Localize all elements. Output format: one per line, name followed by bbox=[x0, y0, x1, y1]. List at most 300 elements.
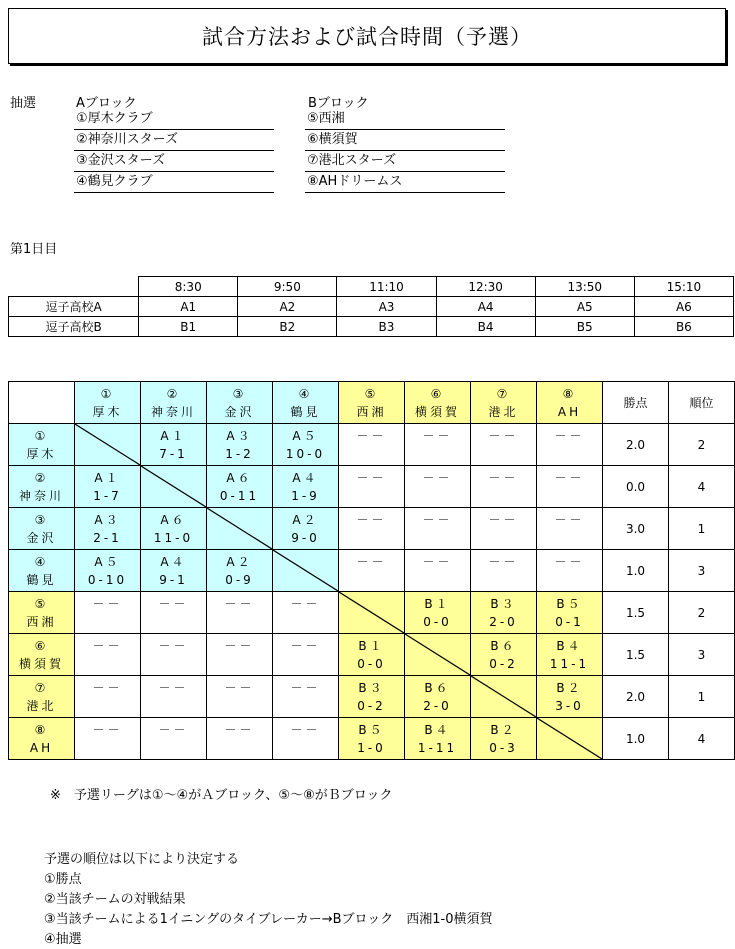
match-cell bbox=[405, 508, 471, 550]
game-score bbox=[405, 445, 470, 463]
team-name: 鶴見 bbox=[26, 572, 57, 587]
self-match-cell bbox=[207, 508, 273, 550]
game-score: 1-0 bbox=[357, 740, 386, 755]
match-cell bbox=[537, 466, 603, 508]
game-cell: B5 bbox=[535, 317, 634, 337]
team-header bbox=[141, 382, 207, 424]
row-team-header bbox=[9, 466, 75, 508]
team-number: ⑤ bbox=[34, 596, 49, 611]
team-number: ① bbox=[100, 386, 115, 401]
game-id: A４ bbox=[292, 470, 319, 485]
game-id: －－ bbox=[356, 470, 387, 485]
team-number: ⑥ bbox=[430, 386, 445, 401]
team-header bbox=[339, 382, 405, 424]
match-cell bbox=[141, 718, 207, 760]
game-id: A５ bbox=[94, 554, 121, 569]
results-row bbox=[9, 508, 735, 550]
rank-cell: 3 bbox=[669, 634, 735, 676]
team-header bbox=[273, 382, 339, 424]
title-box bbox=[8, 8, 726, 64]
team-number: ① bbox=[34, 428, 49, 443]
match-cell bbox=[471, 592, 537, 634]
game-id: －－ bbox=[422, 512, 453, 527]
game-id: －－ bbox=[554, 512, 585, 527]
time-cell: 12:30 bbox=[436, 277, 535, 297]
team-number: ② bbox=[166, 386, 181, 401]
game-score: 0-11 bbox=[219, 488, 260, 503]
match-cell bbox=[405, 676, 471, 718]
block-b-team: ⑥横須賀 bbox=[305, 130, 505, 151]
team-header bbox=[405, 382, 471, 424]
self-match-cell bbox=[273, 550, 339, 592]
game-score bbox=[339, 571, 404, 589]
team-header bbox=[207, 382, 273, 424]
game-cell: B6 bbox=[634, 317, 733, 337]
row-team-header bbox=[9, 424, 75, 466]
game-score: 9-1 bbox=[159, 572, 188, 587]
results-row bbox=[9, 634, 735, 676]
game-id: －－ bbox=[224, 680, 255, 695]
game-id: A５ bbox=[292, 428, 319, 443]
game-score bbox=[141, 739, 206, 757]
results-row bbox=[9, 550, 735, 592]
match-cell bbox=[537, 508, 603, 550]
row-team-header bbox=[9, 634, 75, 676]
lottery-label: 抽選 bbox=[10, 96, 37, 111]
game-id: A６ bbox=[160, 512, 187, 527]
game-score bbox=[75, 739, 140, 757]
game-id: －－ bbox=[554, 428, 585, 443]
game-cell: A5 bbox=[535, 297, 634, 317]
rank-cell: 1 bbox=[669, 508, 735, 550]
game-id: A３ bbox=[94, 512, 121, 527]
game-id: －－ bbox=[224, 722, 255, 737]
game-id: B６ bbox=[490, 638, 517, 653]
self-match-cell bbox=[471, 676, 537, 718]
game-id: －－ bbox=[224, 638, 255, 653]
block-a-team: ③金沢スターズ bbox=[74, 151, 274, 172]
row-team-header bbox=[9, 508, 75, 550]
match-cell bbox=[471, 718, 537, 760]
game-score bbox=[537, 571, 602, 589]
game-id: －－ bbox=[356, 512, 387, 527]
match-cell bbox=[141, 508, 207, 550]
match-cell bbox=[207, 676, 273, 718]
game-score: 0-3 bbox=[489, 740, 518, 755]
page-title: 試合方法および試合時間（予選） bbox=[202, 25, 532, 49]
match-cell bbox=[405, 550, 471, 592]
results-body bbox=[9, 382, 735, 760]
team-name: 神奈川 bbox=[150, 404, 196, 419]
match-cell bbox=[141, 592, 207, 634]
game-id: B３ bbox=[358, 680, 385, 695]
time-cell: 9:50 bbox=[238, 277, 337, 297]
game-id: －－ bbox=[158, 680, 189, 695]
time-cell: 15:10 bbox=[634, 277, 733, 297]
match-cell bbox=[141, 424, 207, 466]
block-a-label: Aブロック bbox=[76, 96, 137, 111]
game-score: 7-1 bbox=[159, 446, 188, 461]
match-cell bbox=[339, 550, 405, 592]
match-cell bbox=[405, 466, 471, 508]
self-match-cell bbox=[75, 424, 141, 466]
rank-cell: 2 bbox=[669, 424, 735, 466]
game-id: －－ bbox=[158, 638, 189, 653]
points-cell: 3.0 bbox=[603, 508, 669, 550]
match-cell bbox=[339, 634, 405, 676]
match-cell bbox=[75, 718, 141, 760]
match-cell bbox=[537, 634, 603, 676]
game-score bbox=[405, 487, 470, 505]
match-cell bbox=[207, 634, 273, 676]
game-score bbox=[471, 487, 536, 505]
game-cell: A3 bbox=[337, 297, 436, 317]
game-score: 0-0 bbox=[423, 614, 452, 629]
rank-header: 順位 bbox=[669, 382, 735, 424]
game-id: B１ bbox=[358, 638, 385, 653]
diagonal-line bbox=[339, 592, 404, 633]
game-score: 0-9 bbox=[225, 572, 254, 587]
schedule-corner bbox=[9, 277, 139, 297]
game-id: B３ bbox=[490, 596, 517, 611]
game-score bbox=[75, 655, 140, 673]
game-id: B４ bbox=[556, 638, 583, 653]
match-cell bbox=[207, 550, 273, 592]
results-header-row bbox=[9, 382, 735, 424]
team-number: ⑧ bbox=[34, 722, 49, 737]
game-id: B２ bbox=[556, 680, 583, 695]
game-id: A６ bbox=[226, 470, 253, 485]
row-team-header bbox=[9, 676, 75, 718]
team-number: ⑤ bbox=[364, 386, 379, 401]
team-number: ② bbox=[34, 470, 49, 485]
results-row bbox=[9, 424, 735, 466]
match-cell bbox=[141, 550, 207, 592]
match-cell bbox=[75, 508, 141, 550]
points-cell: 1.0 bbox=[603, 718, 669, 760]
game-id: －－ bbox=[422, 554, 453, 569]
points-cell: 0.0 bbox=[603, 466, 669, 508]
game-id: －－ bbox=[158, 596, 189, 611]
match-cell bbox=[273, 508, 339, 550]
block-a-team: ②神奈川スターズ bbox=[74, 130, 274, 151]
game-id: －－ bbox=[554, 470, 585, 485]
results-row bbox=[9, 466, 735, 508]
team-name: 金沢 bbox=[26, 530, 57, 545]
day-label: 第1日目 bbox=[10, 242, 58, 257]
schedule-time-row bbox=[9, 277, 734, 297]
game-id: －－ bbox=[422, 428, 453, 443]
team-name: 横須賀 bbox=[414, 404, 460, 419]
game-score: 1-7 bbox=[93, 488, 122, 503]
team-number: ⑦ bbox=[34, 680, 49, 695]
match-cell bbox=[141, 634, 207, 676]
team-name: AH bbox=[29, 740, 54, 755]
self-match-cell bbox=[141, 466, 207, 508]
game-score bbox=[141, 613, 206, 631]
game-score bbox=[537, 529, 602, 547]
game-score: 10-0 bbox=[285, 446, 326, 461]
game-id: A３ bbox=[226, 428, 253, 443]
time-cell: 13:50 bbox=[535, 277, 634, 297]
match-cell bbox=[471, 634, 537, 676]
points-cell: 2.0 bbox=[603, 424, 669, 466]
ranking-item: ③当該チームによる1イニングのタイブレーカー→Bブロック 西湘1-0横須賀 bbox=[44, 912, 493, 927]
match-cell bbox=[537, 550, 603, 592]
game-id: －－ bbox=[158, 722, 189, 737]
game-cell: B3 bbox=[337, 317, 436, 337]
game-score: 3-0 bbox=[555, 698, 584, 713]
game-cell: B4 bbox=[436, 317, 535, 337]
team-header bbox=[471, 382, 537, 424]
game-id: A２ bbox=[226, 554, 253, 569]
match-cell bbox=[405, 718, 471, 760]
game-score bbox=[207, 697, 272, 715]
schedule-row bbox=[9, 317, 734, 337]
rank-cell: 4 bbox=[669, 718, 735, 760]
match-cell bbox=[339, 424, 405, 466]
game-score bbox=[207, 655, 272, 673]
game-score: 11-0 bbox=[153, 530, 194, 545]
points-cell: 1.5 bbox=[603, 592, 669, 634]
game-id: －－ bbox=[92, 596, 123, 611]
row-team-header bbox=[9, 592, 75, 634]
game-score: 0-2 bbox=[357, 698, 386, 713]
venue-cell: 逗子高校A bbox=[9, 297, 139, 317]
game-score bbox=[141, 697, 206, 715]
venue-cell: 逗子高校B bbox=[9, 317, 139, 337]
time-cell: 11:10 bbox=[337, 277, 436, 297]
game-score bbox=[471, 571, 536, 589]
points-cell: 1.5 bbox=[603, 634, 669, 676]
game-score: 1-11 bbox=[417, 740, 458, 755]
match-cell bbox=[273, 676, 339, 718]
block-a-team: ④鶴見クラブ bbox=[74, 172, 274, 193]
block-b-team: ⑧AHドリームス bbox=[305, 172, 505, 193]
match-cell bbox=[339, 676, 405, 718]
match-cell bbox=[273, 424, 339, 466]
game-score bbox=[339, 445, 404, 463]
diagonal-line bbox=[537, 718, 602, 759]
game-score bbox=[207, 739, 272, 757]
rank-cell: 4 bbox=[669, 466, 735, 508]
game-id: －－ bbox=[92, 638, 123, 653]
game-score bbox=[405, 529, 470, 547]
results-corner bbox=[9, 382, 75, 424]
match-cell bbox=[75, 634, 141, 676]
game-id: B４ bbox=[424, 722, 451, 737]
game-score bbox=[273, 613, 338, 631]
match-cell bbox=[273, 634, 339, 676]
block-a-team: ①厚木クラブ bbox=[74, 109, 274, 130]
game-score: 1-9 bbox=[291, 488, 320, 503]
game-cell: A6 bbox=[634, 297, 733, 317]
team-number: ④ bbox=[298, 386, 313, 401]
match-cell bbox=[273, 466, 339, 508]
match-cell bbox=[75, 466, 141, 508]
team-number: ③ bbox=[34, 512, 49, 527]
ranking-item: ④抽選 bbox=[44, 932, 82, 947]
game-score bbox=[339, 529, 404, 547]
team-header bbox=[537, 382, 603, 424]
game-score: 2-1 bbox=[93, 530, 122, 545]
match-cell bbox=[273, 718, 339, 760]
game-id: －－ bbox=[356, 554, 387, 569]
row-team-header bbox=[9, 550, 75, 592]
game-id: B５ bbox=[358, 722, 385, 737]
game-score bbox=[471, 529, 536, 547]
diagonal-line bbox=[207, 508, 272, 549]
game-cell: A1 bbox=[139, 297, 238, 317]
game-id: A１ bbox=[160, 428, 187, 443]
game-score bbox=[339, 487, 404, 505]
diagonal-line bbox=[471, 676, 536, 717]
match-cell bbox=[207, 718, 273, 760]
team-name: 港北 bbox=[26, 698, 57, 713]
game-score bbox=[75, 613, 140, 631]
game-score bbox=[537, 487, 602, 505]
game-score bbox=[273, 739, 338, 757]
game-id: －－ bbox=[554, 554, 585, 569]
rank-cell: 1 bbox=[669, 676, 735, 718]
game-id: B６ bbox=[424, 680, 451, 695]
diagonal-line bbox=[405, 634, 470, 675]
match-cell bbox=[471, 424, 537, 466]
results-row bbox=[9, 592, 735, 634]
points-header: 勝点 bbox=[603, 382, 669, 424]
self-match-cell bbox=[339, 592, 405, 634]
match-cell bbox=[141, 676, 207, 718]
match-cell bbox=[405, 592, 471, 634]
schedule-row bbox=[9, 297, 734, 317]
game-cell: A2 bbox=[238, 297, 337, 317]
match-cell bbox=[207, 466, 273, 508]
results-row bbox=[9, 676, 735, 718]
match-cell bbox=[339, 466, 405, 508]
game-id: －－ bbox=[224, 596, 255, 611]
match-cell bbox=[75, 592, 141, 634]
diagonal-line bbox=[273, 550, 338, 591]
match-cell bbox=[537, 676, 603, 718]
game-score: 0-0 bbox=[357, 656, 386, 671]
team-name: 西湘 bbox=[356, 404, 387, 419]
game-score bbox=[537, 445, 602, 463]
game-id: A２ bbox=[292, 512, 319, 527]
block-b-team: ⑦港北スターズ bbox=[305, 151, 505, 172]
team-number: ⑦ bbox=[496, 386, 511, 401]
game-score: 11-1 bbox=[549, 656, 590, 671]
game-id: B１ bbox=[424, 596, 451, 611]
self-match-cell bbox=[537, 718, 603, 760]
team-name: AH bbox=[557, 404, 582, 419]
game-id: －－ bbox=[92, 722, 123, 737]
match-cell bbox=[537, 592, 603, 634]
game-id: －－ bbox=[290, 638, 321, 653]
match-cell bbox=[339, 718, 405, 760]
ranking-heading: 予選の順位は以下により決定する bbox=[44, 852, 240, 867]
game-score: 1-2 bbox=[225, 446, 254, 461]
game-id: －－ bbox=[92, 680, 123, 695]
game-score: 0-2 bbox=[489, 656, 518, 671]
game-id: －－ bbox=[422, 470, 453, 485]
team-number: ④ bbox=[34, 554, 49, 569]
match-cell bbox=[537, 424, 603, 466]
game-score: 9-0 bbox=[291, 530, 320, 545]
game-score bbox=[405, 571, 470, 589]
team-number: ⑧ bbox=[562, 386, 577, 401]
game-score bbox=[207, 613, 272, 631]
game-score bbox=[75, 697, 140, 715]
game-cell: B1 bbox=[139, 317, 238, 337]
team-header bbox=[75, 382, 141, 424]
self-match-cell bbox=[405, 634, 471, 676]
schedule-table bbox=[8, 276, 734, 337]
team-name: 厚木 bbox=[26, 446, 57, 461]
results-row bbox=[9, 718, 735, 760]
points-cell: 1.0 bbox=[603, 550, 669, 592]
game-id: －－ bbox=[290, 680, 321, 695]
match-cell bbox=[75, 550, 141, 592]
team-name: 厚木 bbox=[92, 404, 123, 419]
team-name: 神奈川 bbox=[18, 488, 64, 503]
match-cell bbox=[471, 508, 537, 550]
game-score: 2-0 bbox=[423, 698, 452, 713]
game-cell: A4 bbox=[436, 297, 535, 317]
match-cell bbox=[207, 592, 273, 634]
team-name: 港北 bbox=[488, 404, 519, 419]
match-cell bbox=[75, 676, 141, 718]
game-id: B２ bbox=[490, 722, 517, 737]
game-id: －－ bbox=[488, 512, 519, 527]
row-team-header bbox=[9, 718, 75, 760]
block-b-team: ⑤西湘 bbox=[305, 109, 505, 130]
game-id: －－ bbox=[488, 470, 519, 485]
rank-cell: 3 bbox=[669, 550, 735, 592]
team-number: ③ bbox=[232, 386, 247, 401]
rank-cell: 2 bbox=[669, 592, 735, 634]
match-cell bbox=[405, 424, 471, 466]
team-number: ⑥ bbox=[34, 638, 49, 653]
game-score bbox=[471, 445, 536, 463]
team-name: 鶴見 bbox=[290, 404, 321, 419]
block-b-label: Bブロック bbox=[308, 96, 369, 111]
game-id: －－ bbox=[356, 428, 387, 443]
game-id: －－ bbox=[488, 428, 519, 443]
game-id: －－ bbox=[290, 596, 321, 611]
game-score bbox=[273, 697, 338, 715]
ranking-item: ②当該チームの対戦結果 bbox=[44, 892, 186, 907]
game-score bbox=[273, 655, 338, 673]
match-cell bbox=[273, 592, 339, 634]
game-score bbox=[141, 655, 206, 673]
team-name: 西湘 bbox=[26, 614, 57, 629]
team-name: 金沢 bbox=[224, 404, 255, 419]
match-cell bbox=[471, 550, 537, 592]
diagonal-line bbox=[75, 424, 140, 465]
game-cell: B2 bbox=[238, 317, 337, 337]
results-table bbox=[8, 381, 735, 760]
match-cell bbox=[207, 424, 273, 466]
game-score: 0-10 bbox=[87, 572, 128, 587]
match-cell bbox=[339, 508, 405, 550]
block-note: ※ 予選リーグは①～④がＡブロック、⑤～⑧がＢブロック bbox=[50, 788, 393, 803]
game-id: B５ bbox=[556, 596, 583, 611]
game-id: A４ bbox=[160, 554, 187, 569]
diagonal-line bbox=[141, 466, 206, 507]
game-score: 0-1 bbox=[555, 614, 584, 629]
ranking-item: ①勝点 bbox=[44, 872, 82, 887]
game-id: －－ bbox=[488, 554, 519, 569]
